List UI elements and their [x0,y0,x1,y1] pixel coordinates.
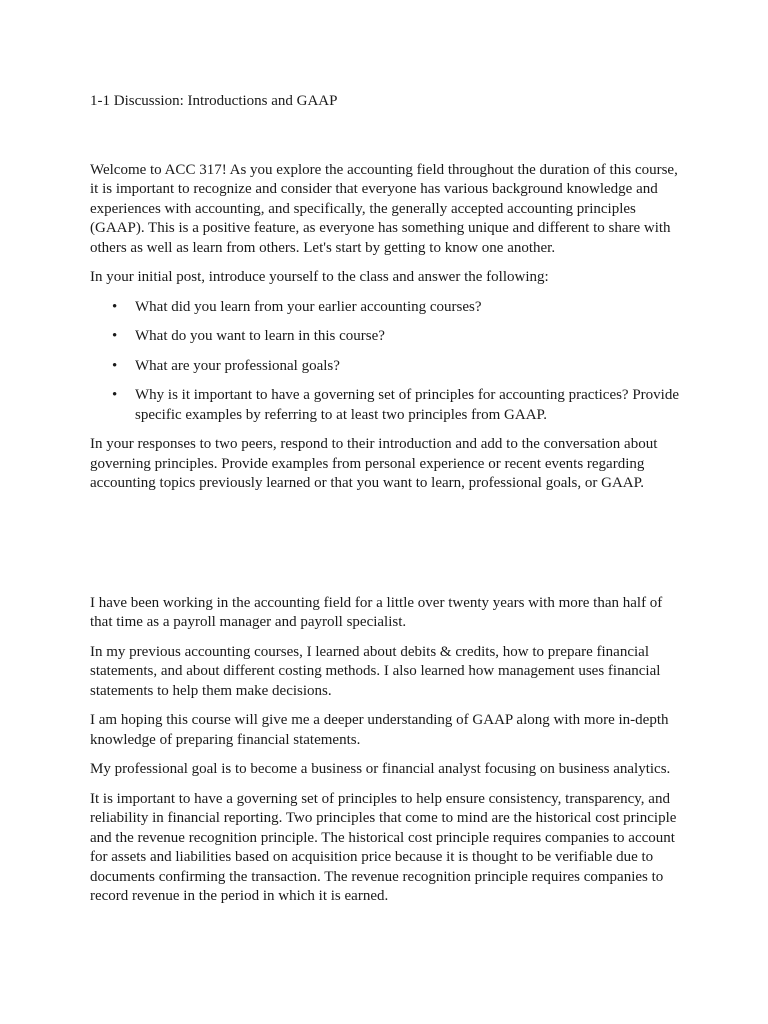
question-list-item [112,327,682,347]
response-paragraph: I am hoping this course will give me a deeper understanding of GAAP along with more in-depth knowledge of preparing financial statements. [90,712,669,748]
question-list-item [112,386,682,425]
bullet-icon: • [112,298,118,315]
question-text: What do you want to learn in this course? [135,328,385,344]
section-spacer [90,504,682,594]
document-page [90,92,682,917]
question-text: Why is it important to have a governing set of principles for accounting practices? Provide specific examples by referring to at least two principles from GAAP. [135,387,680,423]
question-text: What did you learn from your earlier accounting courses? [135,298,482,315]
prompt-intro-paragraph: Welcome to ACC 317! As you explore the accounting field throughout the duration of this course, it is important to recognize and consider that everyone has various background knowledge and experiences with accounting, and specifically, the generally accepted accounting principles (GAAP). This is a positive feature, as everyone has something unique and different to share with others as well as learn from others. Let's start by getting to know one another. [90,161,678,256]
bullet-icon: • [112,328,118,344]
bullet-icon: • [112,357,118,374]
peer-instruction-paragraph: In your responses to two peers, respond to their introduction and add to the conversation about governing principles. Provide examples from personal experience or recent events regarding accounting topics previously learned or that you want to learn, professional goals, or GAAP. [90,436,658,491]
question-text: What are your professional goals? [135,357,340,374]
prompt-instruction-paragraph: In your initial post, introduce yourself to the class and answer the following: [90,269,549,285]
response-paragraph: My professional goal is to become a business or financial analyst focusing on business analytics. [90,761,671,777]
response-paragraph: In my previous accounting courses, I learned about debits & credits, how to prepare financial statements, and about different costing methods. I also learned how management uses financial statements to help them make decisions. [90,643,661,699]
question-list-item [112,298,682,318]
response-paragraph: I have been working in the accounting field for a little over twenty years with more than half of that time as a payroll manager and payroll specialist. [90,594,663,630]
discussion-prompt [90,161,682,494]
student-response [90,594,682,907]
bullet-icon: • [112,387,118,403]
response-paragraph: It is important to have a governing set of principles to help ensure consistency, transparency, and reliability in financial reporting. Two principles that come to mind are the historical cost principle and the revenue recognition principle. The historical cost principle requires companies to account for assets and liabilities based on acquisition price because it is thought to be verifiable due to documents confirming the transaction. The revenue recognition principle requires companies to record revenue in the period in which it is earned. [90,790,677,904]
prompt-question-list [90,298,682,426]
question-list-item [112,357,682,377]
document-title: 1-1 Discussion: Introductions and GAAP [90,93,338,109]
